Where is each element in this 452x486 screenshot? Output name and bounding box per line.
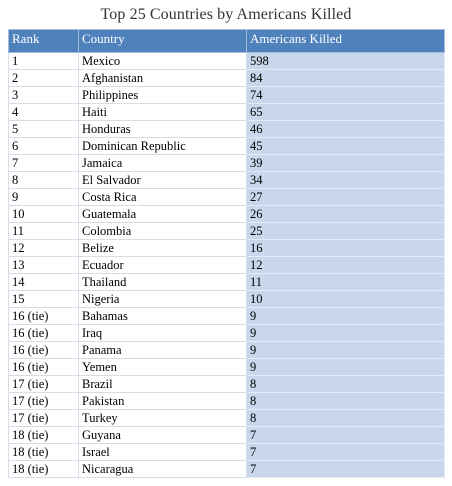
country-cell: Colombia (79, 223, 247, 240)
rank-cell: 16 (tie) (9, 325, 79, 342)
country-cell: Israel (79, 444, 247, 461)
rank-cell: 1 (9, 53, 79, 70)
country-cell: Ecuador (79, 257, 247, 274)
americans-killed-cell: 8 (247, 393, 445, 410)
table-row (9, 206, 445, 223)
table-row (9, 138, 445, 155)
rank-cell: 4 (9, 104, 79, 121)
country-cell: Bahamas (79, 308, 247, 325)
table-row (9, 155, 445, 172)
rank-cell: 18 (tie) (9, 461, 79, 478)
table-row (9, 70, 445, 87)
country-cell: El Salvador (79, 172, 247, 189)
country-cell: Nigeria (79, 291, 247, 308)
table-row (9, 274, 445, 291)
country-cell: Dominican Republic (79, 138, 247, 155)
header-row (9, 30, 445, 53)
table-row (9, 342, 445, 359)
column-header-americans-killed: Americans Killed (247, 30, 445, 53)
americans-killed-cell: 45 (247, 138, 445, 155)
americans-killed-cell: 39 (247, 155, 445, 172)
column-header-rank: Rank (9, 30, 79, 53)
rank-cell: 18 (tie) (9, 427, 79, 444)
table-row (9, 189, 445, 206)
rank-cell: 17 (tie) (9, 410, 79, 427)
rank-cell: 10 (9, 206, 79, 223)
rank-cell: 2 (9, 70, 79, 87)
americans-killed-cell: 9 (247, 342, 445, 359)
table-row (9, 240, 445, 257)
table-row (9, 444, 445, 461)
rank-cell: 16 (tie) (9, 359, 79, 376)
americans-killed-cell: 16 (247, 240, 445, 257)
country-cell: Iraq (79, 325, 247, 342)
rank-cell: 14 (9, 274, 79, 291)
table-title: Top 25 Countries by Americans Killed (100, 6, 352, 23)
country-cell: Belize (79, 240, 247, 257)
country-cell: Jamaica (79, 155, 247, 172)
country-cell: Haiti (79, 104, 247, 121)
americans-killed-cell: 7 (247, 427, 445, 444)
americans-killed-cell: 9 (247, 308, 445, 325)
americans-killed-cell: 26 (247, 206, 445, 223)
table-row (9, 308, 445, 325)
country-cell: Yemen (79, 359, 247, 376)
americans-killed-cell: 8 (247, 410, 445, 427)
table-body (9, 53, 445, 478)
rank-cell: 11 (9, 223, 79, 240)
americans-killed-cell: 598 (247, 53, 445, 70)
rank-cell: 9 (9, 189, 79, 206)
table-row (9, 461, 445, 478)
table-row (9, 359, 445, 376)
country-cell: Brazil (79, 376, 247, 393)
americans-killed-cell: 84 (247, 70, 445, 87)
table-row (9, 53, 445, 70)
americans-killed-cell: 7 (247, 461, 445, 478)
table-row (9, 427, 445, 444)
table-row (9, 121, 445, 138)
americans-killed-cell: 27 (247, 189, 445, 206)
country-cell: Nicaragua (79, 461, 247, 478)
americans-killed-cell: 9 (247, 359, 445, 376)
rank-cell: 18 (tie) (9, 444, 79, 461)
rank-cell: 7 (9, 155, 79, 172)
country-cell: Guatemala (79, 206, 247, 223)
country-cell: Pakistan (79, 393, 247, 410)
americans-killed-cell: 74 (247, 87, 445, 104)
rank-cell: 5 (9, 121, 79, 138)
americans-killed-cell: 7 (247, 444, 445, 461)
rank-cell: 6 (9, 138, 79, 155)
americans-killed-cell: 12 (247, 257, 445, 274)
rank-cell: 17 (tie) (9, 393, 79, 410)
rank-cell: 12 (9, 240, 79, 257)
country-cell: Thailand (79, 274, 247, 291)
table-row (9, 87, 445, 104)
table-row (9, 257, 445, 274)
table-row (9, 104, 445, 121)
americans-killed-cell: 34 (247, 172, 445, 189)
rank-cell: 15 (9, 291, 79, 308)
countries-table (8, 29, 445, 478)
rank-cell: 13 (9, 257, 79, 274)
rank-cell: 3 (9, 87, 79, 104)
rank-cell: 17 (tie) (9, 376, 79, 393)
rank-cell: 16 (tie) (9, 308, 79, 325)
americans-killed-cell: 9 (247, 325, 445, 342)
country-cell: Mexico (79, 53, 247, 70)
table-row (9, 410, 445, 427)
americans-killed-cell: 10 (247, 291, 445, 308)
table-row (9, 376, 445, 393)
country-cell: Philippines (79, 87, 247, 104)
column-header-country: Country (79, 30, 247, 53)
americans-killed-cell: 8 (247, 376, 445, 393)
americans-killed-cell: 46 (247, 121, 445, 138)
rank-cell: 8 (9, 172, 79, 189)
americans-killed-cell: 65 (247, 104, 445, 121)
country-cell: Panama (79, 342, 247, 359)
americans-killed-cell: 25 (247, 223, 445, 240)
country-cell: Honduras (79, 121, 247, 138)
country-cell: Afghanistan (79, 70, 247, 87)
table-row (9, 291, 445, 308)
table-row (9, 172, 445, 189)
country-cell: Turkey (79, 410, 247, 427)
americans-killed-cell: 11 (247, 274, 445, 291)
country-cell: Guyana (79, 427, 247, 444)
country-cell: Costa Rica (79, 189, 247, 206)
table-row (9, 325, 445, 342)
table-row (9, 223, 445, 240)
rank-cell: 16 (tie) (9, 342, 79, 359)
table-row (9, 393, 445, 410)
